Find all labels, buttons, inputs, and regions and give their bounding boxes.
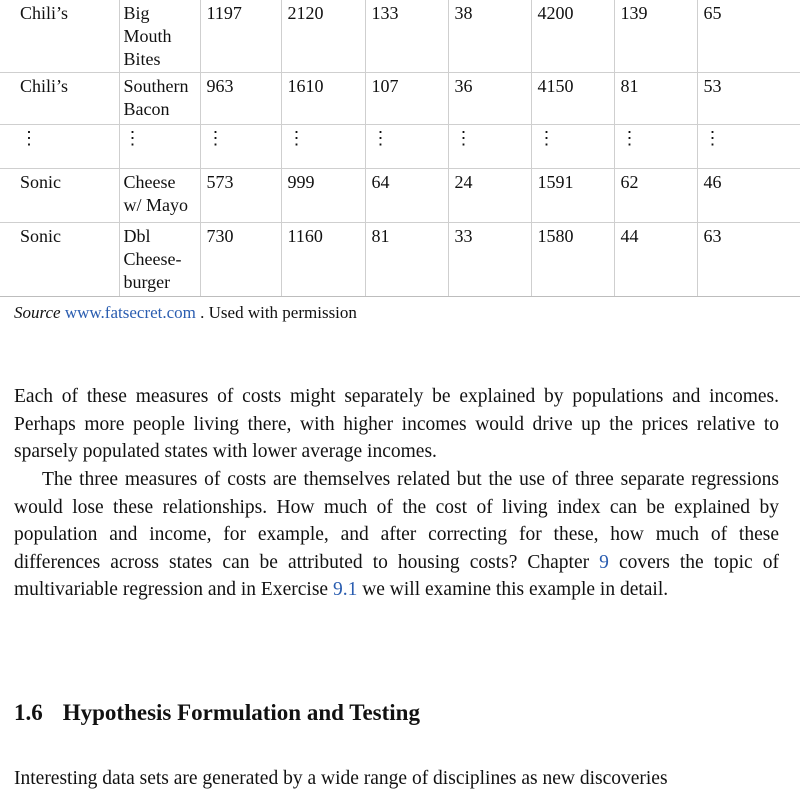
value-cell: 1591: [531, 168, 614, 222]
value-cell: 24: [448, 168, 531, 222]
item-cell: [119, 72, 200, 124]
paragraph-3: Interesting data sets are generated by a wide range of disciplines as new discoveries: [14, 768, 668, 789]
value-cell: 573: [200, 168, 281, 222]
value-cell: 1197: [200, 0, 281, 72]
paragraph-2-text-c: we will examine this example in detail.: [357, 579, 669, 600]
value-cell: 36: [448, 72, 531, 124]
item-cell: [119, 168, 200, 222]
value-cell: 1610: [281, 72, 365, 124]
value-cell: 4200: [531, 0, 614, 72]
exercise-9-1-link[interactable]: 9.1: [332, 579, 358, 600]
value-cell: 46: [697, 168, 800, 222]
value-cell: ⋮: [281, 124, 365, 168]
nutrition-table: [0, 0, 800, 297]
restaurant-cell: Sonic: [0, 222, 119, 296]
source-suffix: . Used with permission: [195, 303, 357, 322]
item-line: Cheese-: [123, 248, 182, 269]
table-row: [0, 168, 800, 222]
table-row: [0, 72, 800, 124]
item-line: Dbl: [123, 225, 151, 246]
item-line: Big: [123, 3, 150, 23]
item-line: Southern: [123, 75, 189, 96]
value-cell: 963: [200, 72, 281, 124]
value-cell: 4150: [531, 72, 614, 124]
value-cell: 81: [614, 72, 697, 124]
value-cell: 64: [365, 168, 448, 222]
value-cell: 44: [614, 222, 697, 296]
table-source-note: [14, 302, 357, 324]
paragraph-1: Each of these measures of costs might separately be explained by populations and incomes. Perhaps more people living there, with higher incomes would drive up the prices relative to sparsely populated states with lower average incomes.: [14, 386, 779, 462]
value-cell: ⋮: [697, 124, 800, 168]
paragraph-2-text-a: The three measures of costs are themselves related but the use of three separate regressions would lose these relationships. How much of the cost of living index can be explained by population and income, for example, and after correcting for these, how much of these differences across states can be attributed to housing costs? Chapter: [14, 469, 779, 573]
value-cell: 730: [200, 222, 281, 296]
source-label: Source: [14, 303, 61, 322]
paragraph-2: [14, 466, 779, 604]
table-row: [0, 0, 800, 72]
value-cell: ⋮: [614, 124, 697, 168]
value-cell: 81: [365, 222, 448, 296]
item-line: w/ Mayo: [123, 194, 188, 215]
restaurant-cell: Sonic: [0, 168, 119, 222]
item-cell: [119, 222, 200, 296]
item-line: Bites: [123, 49, 161, 69]
table-row: [0, 222, 800, 296]
section-number: 1.6: [14, 700, 43, 725]
value-cell: 62: [614, 168, 697, 222]
value-cell: 133: [365, 0, 448, 72]
value-cell: 38: [448, 0, 531, 72]
restaurant-cell: Chili’s: [0, 72, 119, 124]
value-cell: 65: [697, 0, 800, 72]
value-cell: 139: [614, 0, 697, 72]
value-cell: ⋮: [200, 124, 281, 168]
item-cell: [119, 124, 200, 168]
value-cell: ⋮: [531, 124, 614, 168]
value-cell: 2120: [281, 0, 365, 72]
restaurant-cell: Chili’s: [0, 0, 119, 72]
value-cell: 107: [365, 72, 448, 124]
item-line: ⋮: [123, 127, 142, 148]
paragraph-2-text-b: covers the topic of multivariable regression and in Exercise: [14, 551, 779, 600]
value-cell: 1160: [281, 222, 365, 296]
value-cell: ⋮: [365, 124, 448, 168]
table-row: [0, 124, 800, 168]
item-line: Bacon: [123, 98, 170, 119]
item-line: Cheese: [123, 171, 176, 192]
value-cell: 53: [697, 72, 800, 124]
value-cell: 63: [697, 222, 800, 296]
value-cell: 999: [281, 168, 365, 222]
value-cell: ⋮: [448, 124, 531, 168]
chapter-9-link[interactable]: 9: [599, 551, 609, 573]
value-cell: 33: [448, 222, 531, 296]
item-line: Mouth: [123, 26, 172, 46]
restaurant-cell: ⋮: [0, 124, 119, 168]
source-link[interactable]: www.fatsecret.com: [64, 303, 196, 322]
item-cell: [119, 0, 200, 72]
section-title: Hypothesis Formulation and Testing: [62, 700, 420, 725]
item-line: burger: [123, 271, 171, 292]
value-cell: 1580: [531, 222, 614, 296]
section-heading: [14, 700, 420, 726]
